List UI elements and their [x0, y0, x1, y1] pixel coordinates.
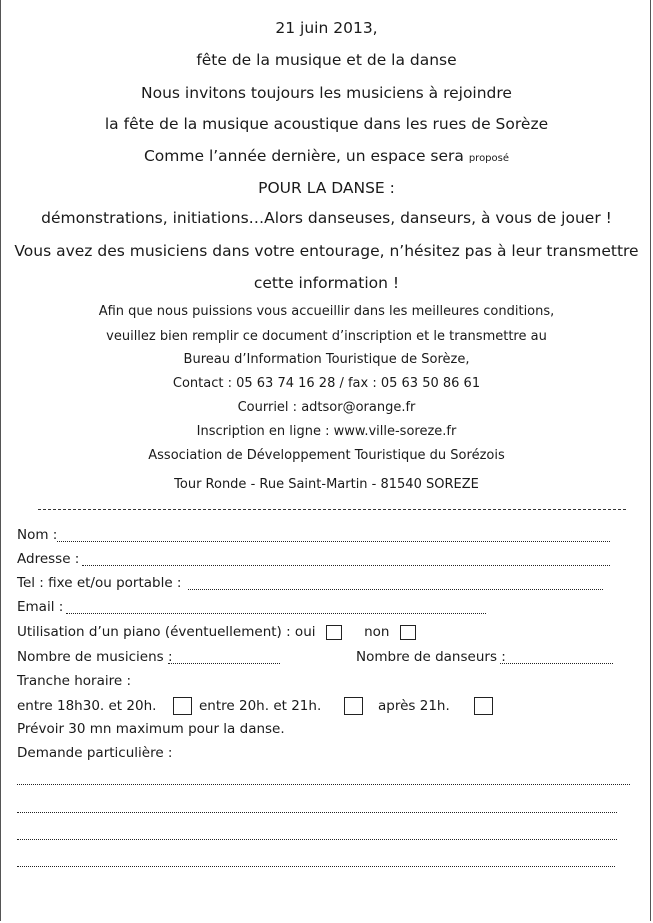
- slot2-checkbox[interactable]: [344, 697, 363, 715]
- contact-email: Courriel : adtsor@orange.fr: [237, 400, 416, 415]
- demande-line-2[interactable]: [17, 812, 617, 813]
- musiciens-field[interactable]: [168, 663, 280, 664]
- slot2-label: entre 20h. et 21h.: [199, 698, 322, 714]
- piano-non-checkbox[interactable]: [400, 625, 416, 640]
- slot3-checkbox[interactable]: [474, 697, 493, 715]
- slot-row: [17, 697, 192, 715]
- musicians-line: Vous avez des musiciens dans votre entourage, n’hésitez pas à leur transmettre: [14, 242, 639, 260]
- invite-line-1: Nous invitons toujours les musiciens à rejoindre: [141, 84, 512, 102]
- adresse-label: Adresse :: [17, 551, 80, 567]
- event-title: fête de la musique et de la danse: [196, 51, 457, 69]
- email-label: Email :: [17, 599, 64, 615]
- tel-label: Tel : fixe et/ou portable :: [17, 575, 182, 591]
- tranche-label: Tranche horaire :: [17, 673, 132, 689]
- invite-line-3-small: proposé: [468, 153, 510, 164]
- slot1-label: entre 18h30. et 20h.: [17, 698, 157, 714]
- invite-line-3-main: Comme l’année dernière, un espace sera: [143, 147, 464, 165]
- email-field[interactable]: [66, 613, 486, 614]
- danseurs-label: Nombre de danseurs :: [356, 649, 506, 665]
- slot3-label: après 21h.: [378, 698, 450, 714]
- piano-non-label: non: [364, 624, 390, 640]
- dance-line: démonstrations, initiations…Alors danseuses, danseurs, à vous de jouer !: [41, 209, 612, 227]
- demande-line-3[interactable]: [17, 839, 617, 840]
- demande-line-1[interactable]: [17, 784, 630, 785]
- piano-row: [17, 624, 416, 640]
- musiciens-label: Nombre de musiciens :: [17, 649, 173, 665]
- contact-website: Inscription en ligne : www.ville-soreze.fr: [196, 424, 457, 439]
- piano-oui-checkbox[interactable]: [326, 625, 342, 640]
- slot1-checkbox[interactable]: [173, 697, 192, 715]
- adresse-field[interactable]: [82, 565, 610, 566]
- slot2-group: [199, 697, 363, 715]
- demande-label: Demande particulière :: [17, 745, 173, 761]
- nom-field[interactable]: [57, 541, 610, 542]
- invite-line-3: [0, 147, 653, 165]
- dance-heading: POUR LA DANSE :: [258, 179, 395, 197]
- demande-line-4[interactable]: [17, 866, 615, 867]
- contact-phone: Contact : 05 63 74 16 28 / fax : 05 63 50 86 61: [172, 376, 481, 391]
- tel-field[interactable]: [188, 589, 603, 590]
- prevoir-note: Prévoir 30 mn maximum pour la danse.: [17, 721, 285, 737]
- event-date: 21 juin 2013,: [275, 19, 378, 37]
- information-line: cette information !: [253, 274, 400, 292]
- contact-line-2: veuillez bien remplir ce document d’inscription et le transmettre au: [106, 329, 547, 344]
- piano-label: Utilisation d’un piano (éventuellement) : oui: [17, 624, 316, 640]
- contact-line-1: Afin que nous puissions vous accueillir dans les meilleures conditions,: [98, 304, 555, 319]
- cut-line: [38, 509, 626, 510]
- invite-line-2: la fête de la musique acoustique dans les rues de Sorèze: [104, 115, 549, 133]
- contact-address: Tour Ronde - Rue Saint-Martin - 81540 SOREZE: [174, 477, 479, 492]
- danseurs-field[interactable]: [500, 663, 613, 664]
- contact-line-3: Bureau d’Information Touristique de Sorèze,: [183, 352, 470, 367]
- contact-association: Association de Développement Touristique du Sorézois: [148, 448, 505, 463]
- nom-label: Nom :: [17, 527, 58, 543]
- slot3-group: [378, 697, 493, 715]
